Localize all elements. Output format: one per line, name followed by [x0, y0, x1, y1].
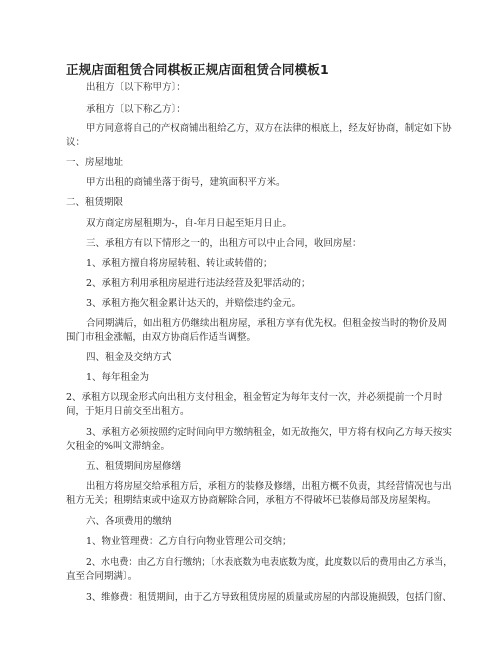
section-4-item-3-line-1: 3、承租方必须按照约定时间向甲方缴纳租金，如无故拖欠，甲方将有权向乙方每天按实 — [86, 427, 452, 438]
section-6-item-2-line-2: 直至合同期满〕。 — [66, 571, 138, 582]
lessor-label-line: 出租方〔以下称甲方〕： — [86, 82, 186, 93]
renewal-paragraph-line-1: 合同期满后，如出租方仍继续出租房屋，承租方享有优先权。但租金按当时的物价及周 — [86, 318, 448, 329]
section-3-item-3: 3、承租方拖欠租金累计达天的，并赔偿违约金元。 — [86, 298, 302, 309]
section-6-item-2-line-1: 2、水电费：由乙方自行缴纳；〔水表底数为电表底数为度，此度数以后的费用由乙方承当， — [86, 557, 453, 568]
section-6-item-3: 3、维修费：租赁期间，由于乙方导致租赁房屋的质量或房屋的内部设施损毁，包括门窗、 — [86, 592, 452, 603]
section-2-body: 双方商定房屋租期为-，自-年月日起至矩月日止。 — [86, 218, 292, 229]
section-5-body-line-2: 租方无关；租期结束或中途双方协商解除合同，承租方不得破坏已装修局部及房屋架构。 — [66, 495, 437, 506]
section-4-item-1: 1、每年租金为 — [86, 372, 150, 383]
section-3-item-1: 1、承租方擅自将房屋转租、转让或转借的； — [86, 258, 273, 269]
document-title: 正规店面租赁合同棋板正规店面租赁合同模板1 — [66, 62, 329, 77]
section-4-item-2-line-2: 间，于矩月日前交至出租方。 — [66, 406, 190, 417]
lessee-label-line: 承租方〔以下称乙方〕： — [86, 104, 186, 115]
section-4-item-3-line-2: 欠租金的%叫文滞纳金。 — [66, 441, 171, 452]
section-5-heading: 五、租赁期间房屋修缮 — [86, 461, 182, 472]
section-4-heading: 四、租金及交纳方式 — [86, 352, 172, 363]
section-1-body: 甲方出租的商铺坐落于街号，建筑面积平方米。 — [86, 177, 286, 188]
renewal-paragraph-line-2: 围门市租金涨幅，由双方协商后作适当调整。 — [66, 332, 257, 343]
section-3-item-2: 2、承租方利用承租房屋进行违法经营及犯罪活动的； — [86, 278, 311, 289]
section-4-item-2-line-1: 2、承租方以现金形式向出租方支付租金，租金暂定为每年支付一次，并必须提前一个月时 — [66, 392, 443, 403]
section-6-item-1: 1、物业管理费：乙方自行向物业管理公司交纳； — [86, 536, 292, 547]
intro-paragraph-line-2: 议： — [66, 137, 86, 148]
section-2-heading: 二、租赁期限 — [66, 197, 124, 208]
section-3-heading: 三、承租方有以下情形之一的，出租方可以中止合同，收回房屋： — [86, 238, 362, 249]
section-5-body-line-1: 出租方将房屋交给承租方后，承租方的装修及修缮，出租方概不负责，其经营情况也与出 — [86, 481, 452, 492]
intro-paragraph-line-1: 甲方同意将自己的产权商铺出租给乙方，双方在法律的根底上，经友好协商，制定如下协 — [86, 123, 452, 134]
section-6-heading: 六、各项费用的缴纳 — [86, 516, 172, 527]
section-1-heading: 一、房屋地址 — [66, 157, 124, 168]
